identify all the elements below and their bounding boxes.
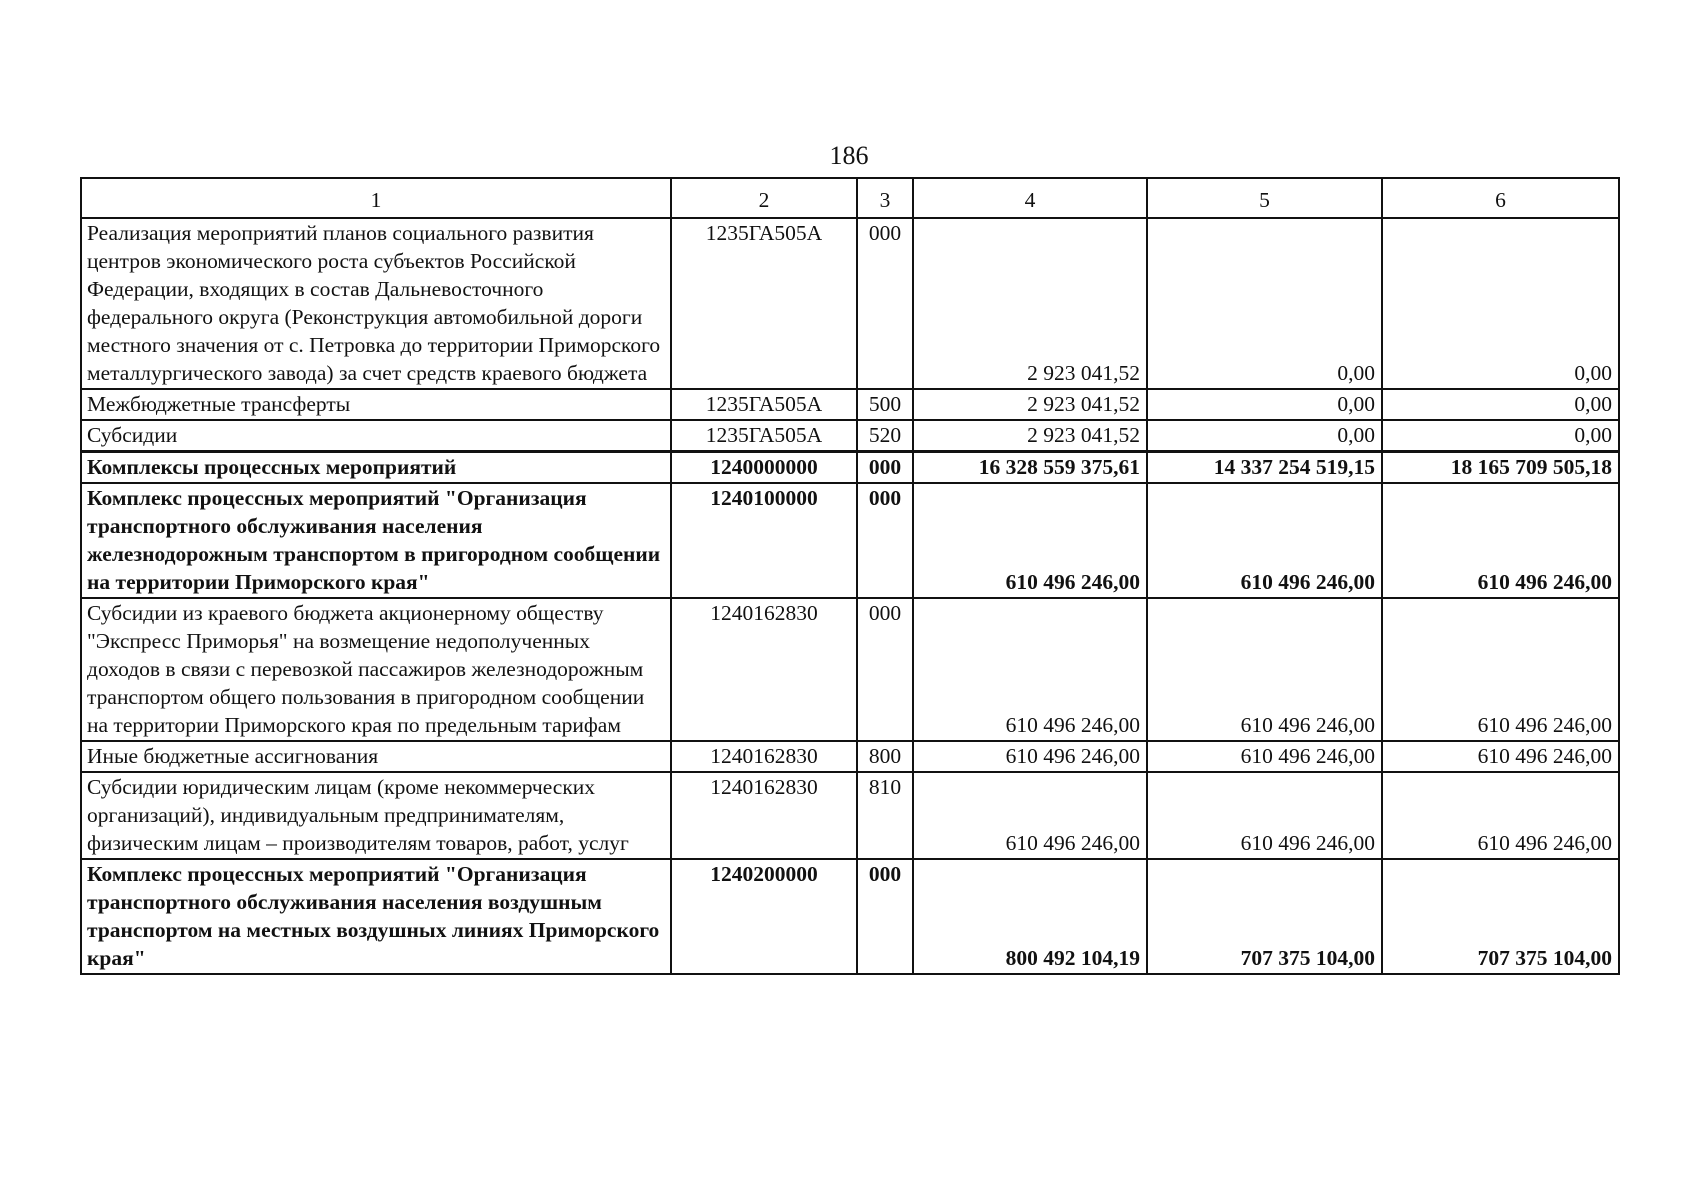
amount-col-6: 707 375 104,00: [1382, 859, 1619, 974]
expense-type-code: 500: [857, 389, 913, 420]
column-header: 5: [1147, 178, 1382, 218]
target-article-code: 1235ГА505А: [671, 218, 857, 389]
amount-col-5: 610 496 246,00: [1147, 741, 1382, 772]
target-article-code: 1240100000: [671, 483, 857, 598]
amount-col-5: 0,00: [1147, 389, 1382, 420]
row-name: Субсидии: [81, 420, 671, 452]
target-article-code: 1240162830: [671, 772, 857, 859]
table-row-total: [81, 452, 1619, 484]
expense-type-code: 520: [857, 420, 913, 452]
amount-col-4: 610 496 246,00: [913, 772, 1147, 859]
expense-type-code: 810: [857, 772, 913, 859]
target-article-code: 1235ГА505А: [671, 389, 857, 420]
amount-col-5: 14 337 254 519,15: [1147, 452, 1382, 484]
amount-col-5: 707 375 104,00: [1147, 859, 1382, 974]
expense-type-code: 000: [857, 218, 913, 389]
row-name: Комплексы процессных мероприятий: [81, 452, 671, 484]
table-row: [81, 598, 1619, 741]
amount-col-5: 610 496 246,00: [1147, 772, 1382, 859]
table-row-subtotal: [81, 859, 1619, 974]
row-name: Субсидии из краевого бюджета акционерному обществу "Экспресс Приморья" на возмещение недополученных доходов в связи с перевозкой пассажиров железнодорожным транспортом общего пользования в пригородном сообщении на территории Приморского края по предельным тарифам: [81, 598, 671, 741]
amount-col-4: 2 923 041,52: [913, 218, 1147, 389]
amount-col-4: 610 496 246,00: [913, 483, 1147, 598]
row-name: Комплекс процессных мероприятий "Организация транспортного обслуживания населения воздушным транспортом на местных воздушных линиях Приморского края": [81, 859, 671, 974]
target-article-code: 1240162830: [671, 741, 857, 772]
expense-type-code: 000: [857, 598, 913, 741]
expense-type-code: 800: [857, 741, 913, 772]
row-name: Субсидии юридическим лицам (кроме некоммерческих организаций), индивидуальным предпринимателям, физическим лицам – производителям товаров, работ, услуг: [81, 772, 671, 859]
amount-col-6: 610 496 246,00: [1382, 741, 1619, 772]
column-header: 6: [1382, 178, 1619, 218]
amount-col-4: 2 923 041,52: [913, 389, 1147, 420]
target-article-code: 1240162830: [671, 598, 857, 741]
target-article-code: 1235ГА505А: [671, 420, 857, 452]
amount-col-4: 16 328 559 375,61: [913, 452, 1147, 484]
table-row: [81, 218, 1619, 389]
table-row-subtotal: [81, 483, 1619, 598]
amount-col-5: 610 496 246,00: [1147, 483, 1382, 598]
amount-col-4: 610 496 246,00: [913, 741, 1147, 772]
table-row: [81, 389, 1619, 420]
column-header: 3: [857, 178, 913, 218]
amount-col-6: 0,00: [1382, 389, 1619, 420]
column-header: 1: [81, 178, 671, 218]
table-row: [81, 420, 1619, 452]
budget-table: [80, 177, 1620, 975]
table-row: [81, 741, 1619, 772]
target-article-code: 1240200000: [671, 859, 857, 974]
amount-col-6: 610 496 246,00: [1382, 483, 1619, 598]
expense-type-code: 000: [857, 452, 913, 484]
page-number: 186: [829, 141, 869, 170]
table-header-row: [81, 178, 1619, 218]
amount-col-5: 610 496 246,00: [1147, 598, 1382, 741]
column-header: 4: [913, 178, 1147, 218]
target-article-code: 1240000000: [671, 452, 857, 484]
amount-col-6: 0,00: [1382, 420, 1619, 452]
amount-col-4: 2 923 041,52: [913, 420, 1147, 452]
row-name: Иные бюджетные ассигнования: [81, 741, 671, 772]
row-name: Межбюджетные трансферты: [81, 389, 671, 420]
amount-col-4: 610 496 246,00: [913, 598, 1147, 741]
column-header: 2: [671, 178, 857, 218]
row-name: Реализация мероприятий планов социального развития центров экономического роста субъектов Российской Федерации, входящих в состав Дальневосточного федерального округа (Реконструкция автомобильной дороги местного значения от с. Петровка до территории Приморского металлургического завода) за счет средств краевого бюджета: [81, 218, 671, 389]
amount-col-6: 18 165 709 505,18: [1382, 452, 1619, 484]
row-name: Комплекс процессных мероприятий "Организация транспортного обслуживания населения железнодорожным транспортом в пригородном сообщении на территории Приморского края": [81, 483, 671, 598]
expense-type-code: 000: [857, 859, 913, 974]
amount-col-6: 610 496 246,00: [1382, 598, 1619, 741]
amount-col-5: 0,00: [1147, 420, 1382, 452]
amount-col-5: 0,00: [1147, 218, 1382, 389]
amount-col-6: 0,00: [1382, 218, 1619, 389]
amount-col-6: 610 496 246,00: [1382, 772, 1619, 859]
expense-type-code: 000: [857, 483, 913, 598]
table-row: [81, 772, 1619, 859]
amount-col-4: 800 492 104,19: [913, 859, 1147, 974]
